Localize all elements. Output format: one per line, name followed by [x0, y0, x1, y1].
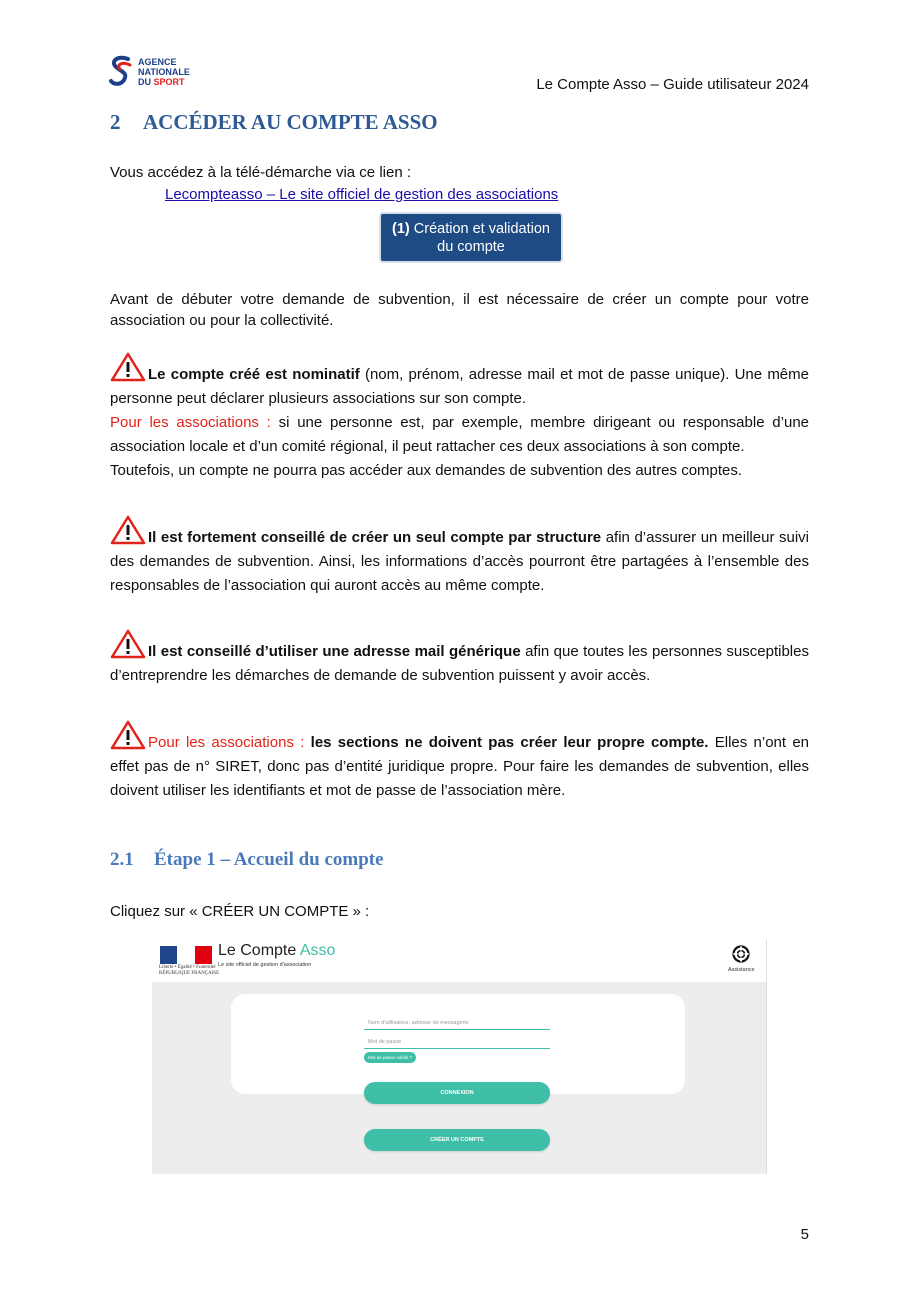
- warning-icon: [110, 629, 146, 659]
- section-heading: [110, 110, 438, 135]
- app-title: Le Compte Asso: [218, 942, 336, 959]
- lecompteasso-link[interactable]: Lecompteasso – Le site officiel de gestion des associations: [165, 186, 559, 203]
- username-input[interactable]: Nom d'utilisateur, adresse de messagerie: [364, 1016, 550, 1030]
- warning-nominative: Le compte créé est nominatif (nom, prénom, adresse mail et mot de passe unique). Une même personne peut déclarer plusieurs associations sur son compte. Pour les associations : si une personne est, par exemple, membre dirigeant ou responsable d’une association locale et d’un comité régional, il peut rattacher ces deux associations à son compte. Toutefois, un compte ne pourra pas accéder aux demandes de subvention des autres comptes.: [110, 352, 809, 483]
- marianne-logo: [160, 946, 212, 964]
- warning-icon: [110, 352, 146, 382]
- step-badge: (1) Création et validation du compte: [379, 212, 563, 263]
- screenshot-body: [152, 982, 766, 1174]
- page-number: 5: [800, 1226, 809, 1243]
- login-button[interactable]: CONNEXION: [364, 1082, 550, 1104]
- subsection-number: 2.1: [110, 849, 134, 870]
- section-title: ACCÉDER AU COMPTE ASSO: [143, 110, 438, 134]
- assistance-label[interactable]: Assistance: [728, 967, 755, 973]
- create-account-button[interactable]: CRÉER UN COMPTE: [364, 1129, 550, 1151]
- republique-francaise-label: Liberté • Égalité • Fraternité RÉPUBLIQUE FRANÇAISE: [159, 965, 220, 976]
- password-input[interactable]: Mot de passe: [364, 1035, 550, 1049]
- app-subtitle: Le site officiel de gestion d'association: [218, 962, 312, 968]
- subsection-heading: [110, 849, 384, 871]
- warning-one-account: Il est fortement conseillé de créer un seul compte par structure afin d’assurer un meilleur suivi des demandes de subvention. Ainsi, les informations d’accès pourront être partagées à l’ensemble des responsables de l’association qui auront accès au même compte.: [110, 515, 809, 598]
- document-header-title: Le Compte Asso – Guide utilisateur 2024: [536, 76, 809, 93]
- ans-logo-text: AGENCE NATIONALE DU SPORT: [138, 57, 190, 87]
- login-screenshot: [152, 940, 767, 1174]
- warning-sections: Pour les associations : les sections ne doivent pas créer leur propre compte. Elles n’ont en effet pas de n° SIRET, donc pas d’entité juridique propre. Pour faire les demandes de subvention, elles doivent utiliser les identifiants et mot de passe de l’association mère.: [110, 720, 809, 803]
- warning-icon: [110, 515, 146, 545]
- lecompteasso-link-wrapper: [165, 186, 558, 203]
- section-number: 2: [110, 110, 121, 134]
- subsection-title: Étape 1 – Accueil du compte: [154, 849, 384, 870]
- warning-generic-email: Il est conseillé d’utiliser une adresse mail générique afin que toutes les personnes susceptibles d’entreprendre les démarches de demande de subvention puissent y avoir accès.: [110, 629, 809, 688]
- paragraph-account-creation: Avant de débuter votre demande de subvention, il est nécessaire de créer un compte pour votre association ou pour la collectivité.: [110, 291, 809, 329]
- ans-logo-icon: [108, 55, 134, 89]
- intro-text: Vous accédez à la télé-démarche via ce lien :: [110, 164, 412, 181]
- warning-icon: [110, 720, 146, 750]
- instruction-text: Cliquez sur « CRÉER UN COMPTE » :: [110, 903, 370, 920]
- screenshot-header: [152, 940, 766, 983]
- forgot-password-button[interactable]: Mot de passe oublié ?: [364, 1052, 416, 1063]
- ans-logo: [108, 55, 218, 91]
- lifebuoy-icon[interactable]: [732, 945, 750, 963]
